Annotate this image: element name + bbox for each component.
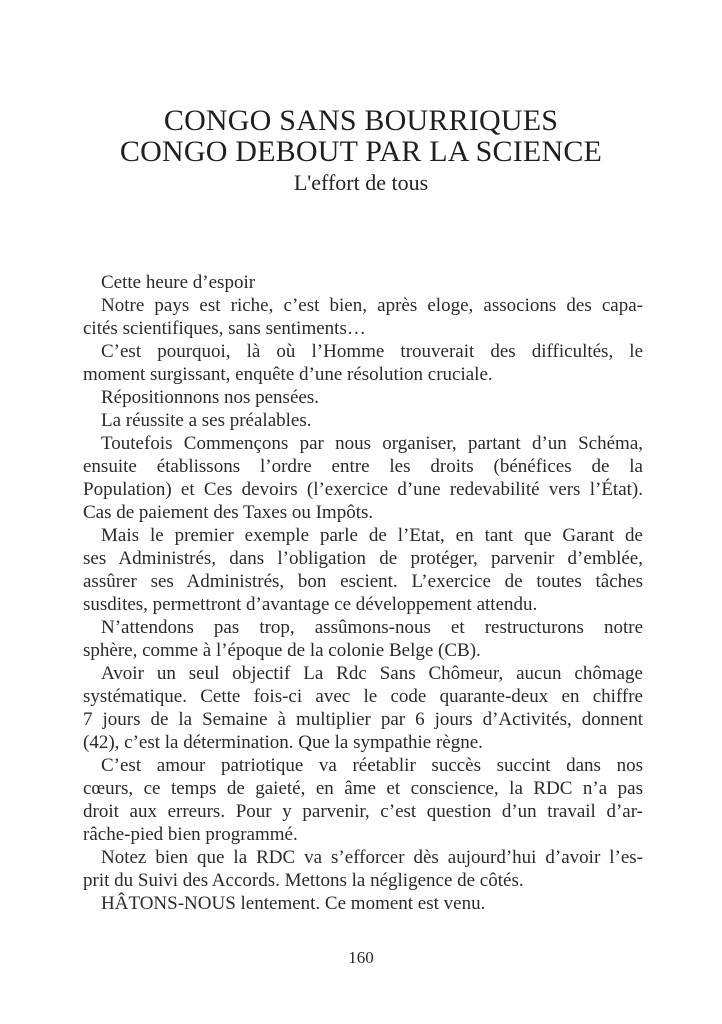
paragraph bbox=[83, 616, 643, 662]
body-line: C’est pourquoi, là où l’Homme trouverait des difficultés, le bbox=[101, 341, 643, 362]
body-line: Notre pays est riche, c’est bien, après eloge, associons des capa- bbox=[101, 295, 643, 316]
body-line: N’attendons pas trop, assûmons-nous et restructurons notre bbox=[101, 617, 643, 638]
body-line: susdites, permettront d’avantage ce développement attendu. bbox=[83, 594, 538, 615]
chapter-title-line2: CONGO DEBOUT PAR LA SCIENCE bbox=[119, 135, 603, 168]
body-line: HÂTONS-NOUS lentement. Ce moment est venu. bbox=[101, 893, 486, 914]
body-line: La réussite a ses préalables. bbox=[101, 410, 312, 431]
body-line: sphère, comme à l’époque de la colonie Belge (CB). bbox=[83, 640, 481, 661]
body-line: Cas de paiement des Taxes ou Impôts. bbox=[83, 502, 374, 523]
body-line: assûrer ses Administrés, bon escient. L’exercice de toutes tâches bbox=[83, 571, 643, 592]
body-line: 7 jours de la Semaine à multiplier par 6 jours d’Activités, donnent bbox=[83, 709, 643, 730]
body-line: Toutefois Commençons par nous organiser, partant d’un Schéma, bbox=[101, 433, 643, 454]
paragraph bbox=[83, 662, 643, 754]
page-number: 160 bbox=[348, 948, 374, 967]
paragraph bbox=[83, 754, 643, 846]
chapter-subtitle: L'effort de tous bbox=[293, 170, 429, 195]
body-line: systématique. Cette fois-ci avec le code quarante-deux en chiffre bbox=[83, 686, 643, 707]
body-line: Cette heure d’espoir bbox=[101, 272, 256, 293]
chapter-header bbox=[0, 105, 722, 196]
chapter-title-line1: CONGO SANS BOURRIQUES bbox=[163, 104, 559, 137]
body-line: cœurs, ce temps de gaieté, en âme et conscience, la RDC n’a pas bbox=[83, 778, 643, 799]
body-line: cités scientifiques, sans sentiments… bbox=[83, 318, 366, 339]
page-footer bbox=[0, 947, 722, 968]
paragraph bbox=[83, 340, 643, 386]
body-line: ses Administrés, dans l’obligation de protéger, parvenir d’emblée, bbox=[83, 548, 643, 569]
body-line: C’est amour patriotique va réetablir succès succint dans nos bbox=[101, 755, 643, 776]
body-line: Avoir un seul objectif La Rdc Sans Chômeur, aucun chômage bbox=[101, 663, 643, 684]
paragraph bbox=[83, 524, 643, 616]
paragraph bbox=[83, 294, 643, 340]
body-line: Notez bien que la RDC va s’efforcer dès aujourd’hui d’avoir l’es- bbox=[101, 847, 643, 868]
body-line: Mais le premier exemple parle de l’Etat, en tant que Garant de bbox=[101, 525, 643, 546]
body-line: (42), c’est la détermination. Que la sympathie règne. bbox=[83, 732, 483, 753]
body-text bbox=[83, 271, 643, 915]
paragraph bbox=[83, 892, 643, 915]
body-line: prit du Suivi des Accords. Mettons la négligence de côtés. bbox=[83, 870, 524, 891]
paragraph bbox=[83, 409, 643, 432]
paragraph bbox=[83, 386, 643, 409]
body-line: Population) et Ces devoirs (l’exercice d’une redevabilité vers l’État). bbox=[83, 479, 643, 500]
body-line: râche-pied bien programmé. bbox=[83, 824, 298, 845]
body-line: Répositionnons nos pensées. bbox=[101, 387, 319, 408]
paragraph bbox=[83, 271, 643, 294]
body-line: moment surgissant, enquête d’une résolution cruciale. bbox=[83, 364, 493, 385]
body-line: droit aux erreurs. Pour y parvenir, c’est question d’un travail d’ar- bbox=[83, 801, 643, 822]
body-line: ensuite établissons l’ordre entre les droits (bénéfices de la bbox=[83, 456, 643, 477]
chapter-title bbox=[0, 105, 722, 167]
paragraph bbox=[83, 432, 643, 524]
paragraph bbox=[83, 846, 643, 892]
